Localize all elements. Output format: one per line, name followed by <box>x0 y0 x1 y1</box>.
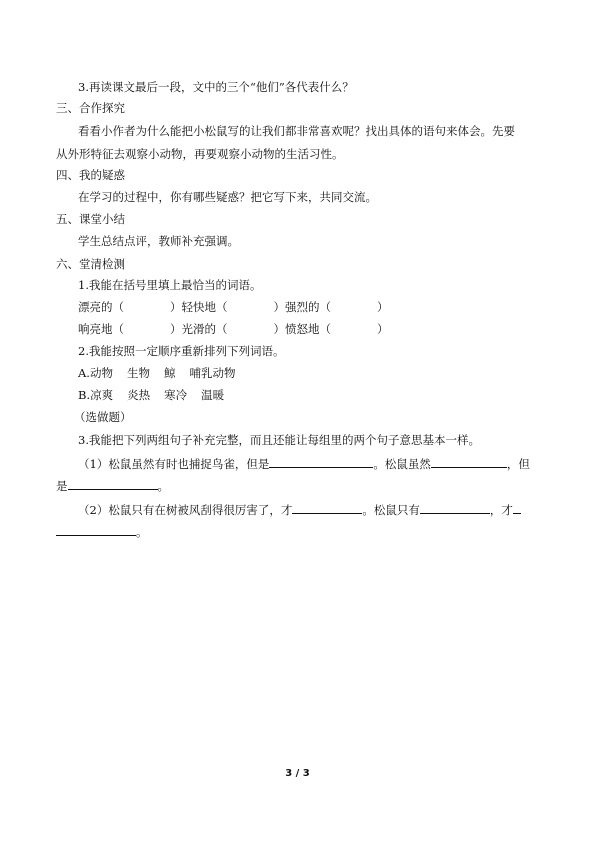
q1-row1-item-3: ）强烈的（ <box>273 300 331 314</box>
q2-b-word-3: 寒冷 <box>164 388 188 402</box>
section-4-paragraph: 在学习的过程中，你有哪些疑惑？把它写下来，共同交流。 <box>78 190 377 204</box>
q2-b-word-1: 凉爽 <box>90 388 114 402</box>
section-3-paragraph-line-1: 看看小作者为什么能把小松鼠写的让我们都非常喜欢呢？找出具体的语句来体会。先要 <box>78 124 515 138</box>
q3-s1-blank-3[interactable] <box>68 478 158 490</box>
q3-s2-part-3: ，才 <box>489 503 513 517</box>
q3-sentence-1 <box>78 456 530 471</box>
q2-prompt: 2.我能按照一定顺序重新排列下列词语。 <box>78 344 285 358</box>
q3-sentence-1-continued <box>56 478 169 493</box>
q1-row2-item-1: 响亮地（ <box>78 322 124 336</box>
q2-b-word-4: 温暖 <box>201 388 225 402</box>
q3-prompt: 3.我能把下列两组句子补充完整，而且还能让每组里的两个句子意思基本一样。 <box>78 433 480 447</box>
q1-row2-item-4: ） <box>377 322 389 336</box>
q3-s2-part-1: （2）松鼠只有在树被风刮得很厉害了，才 <box>78 503 293 517</box>
q2-b-label: B. <box>78 388 91 402</box>
q3-s1-line2-part-1: 是 <box>56 479 68 493</box>
q1-row-1 <box>78 300 389 314</box>
q3-sentence-2-continued <box>56 524 148 539</box>
q1-row1-item-1: 漂亮的（ <box>78 300 124 314</box>
q3-s1-part-3: ，但 <box>506 457 530 471</box>
q1-row2-item-3: ）愤怒地（ <box>273 322 331 336</box>
q2-a-word-2: 生物 <box>126 366 150 380</box>
q2-a-word-4: 哺乳动物 <box>189 366 236 380</box>
q2-option-b <box>78 388 224 402</box>
q3-s1-part-1: （1）松鼠虽然有时也捕捉鸟雀，但是 <box>78 457 270 471</box>
q3-s2-blank-1[interactable] <box>292 502 362 514</box>
q3-s2-line2-end: 。 <box>136 525 148 539</box>
section-4-title: 四、我的疑惑 <box>56 168 125 182</box>
q3-s2-blank-2b[interactable] <box>513 502 521 514</box>
section-3-paragraph-line-2: 从外形特征去观察小动物，再要观察小动物的生活习性。 <box>56 147 344 161</box>
q1-row1-item-4: ） <box>377 300 389 314</box>
q3-s1-blank-2[interactable] <box>431 456 507 468</box>
q2-option-a <box>78 366 235 380</box>
q1-row-2 <box>78 322 389 336</box>
q2-a-word-3: 鲸 <box>163 366 176 380</box>
q3-s2-blank-3[interactable] <box>56 524 136 536</box>
page-number: 3 / 3 <box>285 768 310 779</box>
q3-sentence-2 <box>78 502 521 517</box>
section-6-title: 六、堂清检测 <box>56 257 125 271</box>
q2-b-word-2: 炎热 <box>127 388 151 402</box>
q1-row2-item-2: ）光滑的（ <box>170 322 228 336</box>
q1-row1-item-2: ）轻快地（ <box>170 300 228 314</box>
optional-label: （选做题） <box>74 410 132 424</box>
section-5-title: 五、课堂小结 <box>56 212 125 226</box>
question-3-reread: 3.再读课文最后一段，文中的三个“他们”各代表什么？ <box>78 80 354 94</box>
section-5-paragraph: 学生总结点评，教师补充强调。 <box>78 234 239 248</box>
q1-prompt: 1.我能在括号里填上最恰当的词语。 <box>78 278 262 292</box>
section-3-title: 三、合作探究 <box>56 101 125 115</box>
q3-s1-part-2: 。松鼠虽然 <box>373 457 431 471</box>
q3-s2-part-2: 。松鼠只有 <box>362 503 420 517</box>
q3-s1-blank-1[interactable] <box>269 456 373 468</box>
q3-s1-line2-part-2: 。 <box>157 479 169 493</box>
q2-a-word-1: 动物 <box>89 366 113 380</box>
q2-a-label: A. <box>78 366 90 380</box>
q3-s2-blank-2[interactable] <box>420 502 490 514</box>
